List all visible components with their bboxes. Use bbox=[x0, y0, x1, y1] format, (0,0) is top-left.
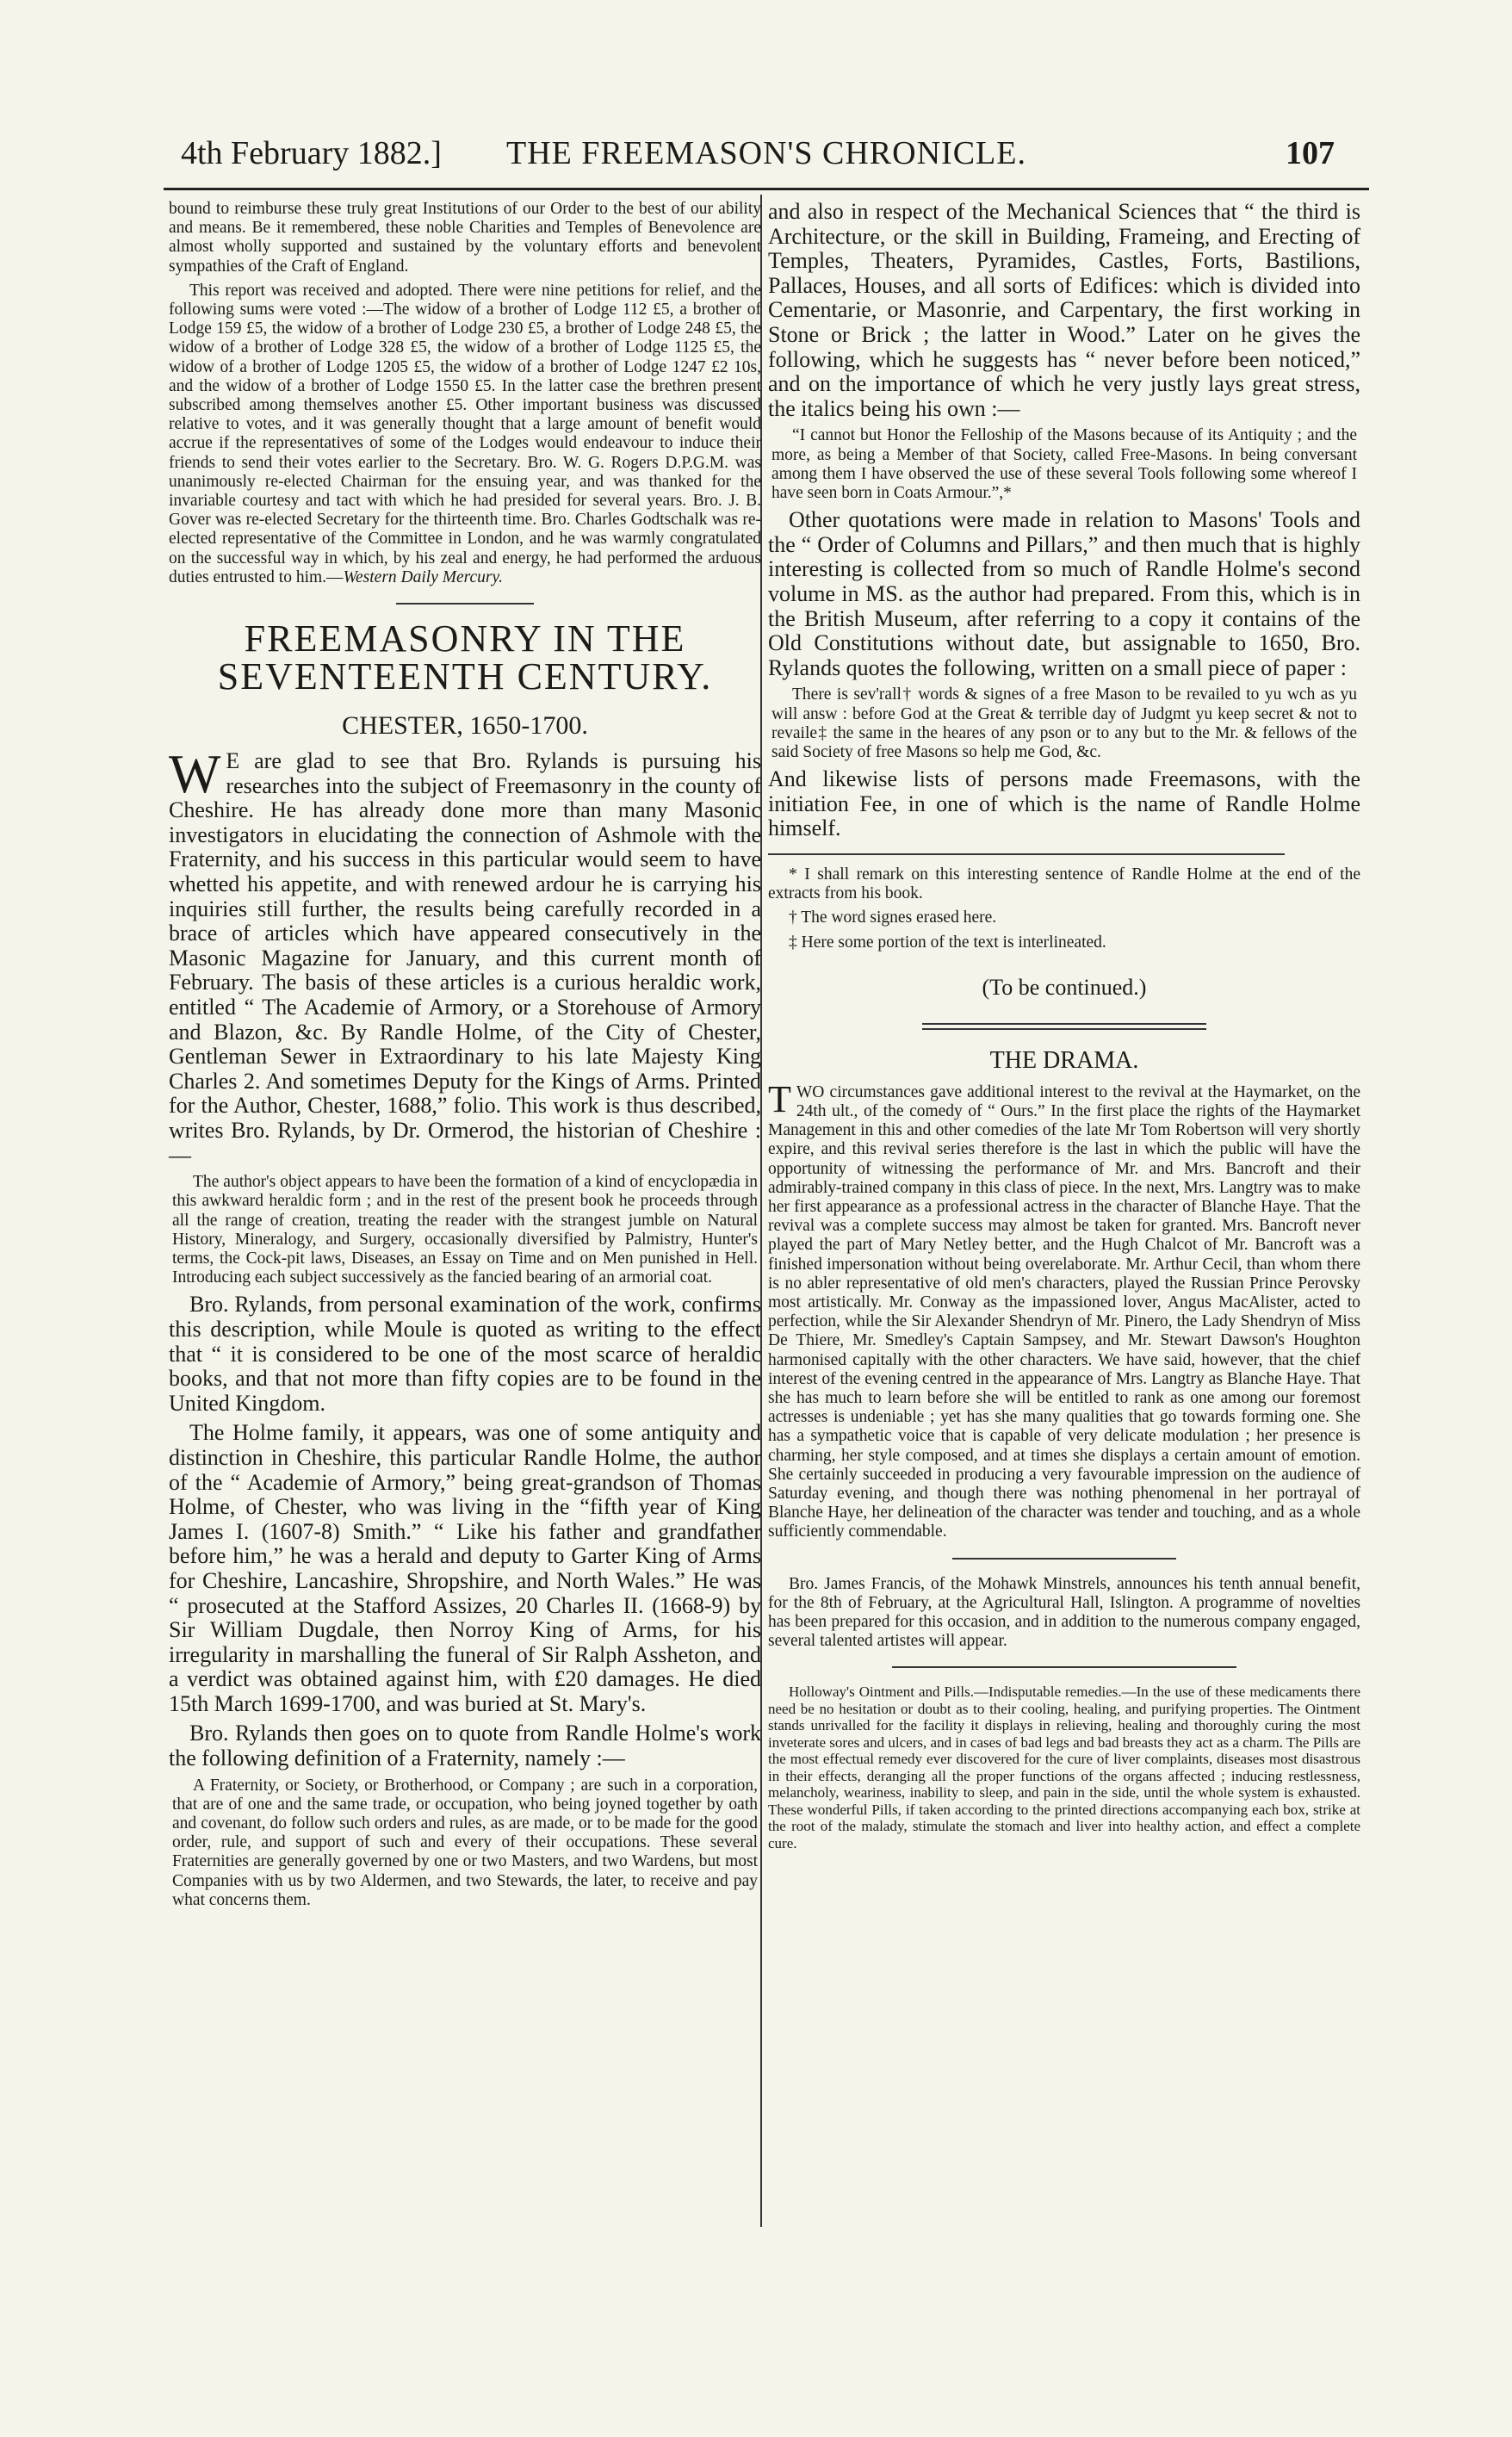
petitions-text: This report was received and adopted. There were nine petitions for relief, and the following sums were voted :—The widow of a brother of Lodge 112 £5, a brother of Lodge 159 £5, the widow of a brother of Lodge 230 £5, a brother of Lodge 248 £5, the widow of a brother of Lodge 328 £5, the widow of a brother of Lodge 1125 £5, the widow of a brother of Lodge 1205 £5, the widow of a brother of Lodge 1247 £2 10s, and the widow of a brother of Lodge 1550 £5. In the latter case the brethren present subscribed among themselves another £5. Other important business was discussed relative to votes, and it was generally thought that a large amount of benefit would accrue if the representatives of some of the Lodges would endeavour to induce their friends to send their votes earlier to the Secretary. Bro. W. G. Rogers D.P.G.M. was unanimously re-elected Chairman for the ensuing year, and was thanked for the invariable courtesy and tact with which he had presided for several years. Bro. J. B. Gover was re-elected Secretary for the thirteenth time. Bro. Charles Godtschalk was re-elected representative of the Committee in London, and he was warmly congratulated on the successful way in which, by his zeal and energy, he had performed the arduous duties entrusted to him.— bbox=[169, 281, 761, 586]
drama-rule bbox=[952, 1558, 1176, 1560]
freemason-lists-paragraph: And likewise lists of persons made Freemasons, with the initiation Fee, in one of which is the name of Randle Holme himself. bbox=[768, 766, 1360, 841]
page-header bbox=[164, 131, 1369, 190]
fraternity-quote: A Fraternity, or Society, or Brotherhood, or Company ; are such in a corporation, that are of one and the same trade, or occupation, who being joyned together by oath and covenant, do follow such orders and rules, as are made, or to be made for the good order, rule, and support of such and every of their occupations. These several Fraternities are generally governed by one or two Masters, and two Wardens, but most Companies with us by two Aldermen, and two Stewards, the later, to receive and pay what concerns them. bbox=[172, 1776, 758, 1909]
article-subheading: CHESTER, 1650-1700. bbox=[342, 711, 588, 741]
section-rule-double-top bbox=[922, 1023, 1206, 1025]
drama-paragraph bbox=[768, 1077, 1360, 1542]
mechanical-sciences-paragraph: and also in respect of the Mechanical Sciences that “ the third is Architecture, or the skill in Building, Frameing, and Erecting of Temples, Theaters, Pyramides, Castles, Forts, Bastilions, Pallaces, Houses, and all sorts of Edifices: which is divided into Cementarie, or Masonrie, and Carpentary, the first working in Stone or Brick ; the latter in Wood.” Later on he gives the following, which he suggests has “ never before been noticed,” and on the importance of which he very justly lays great stress, the italics being his own :— bbox=[768, 199, 1360, 421]
drop-cap-w: W bbox=[169, 743, 221, 805]
footnote-3: ‡ Here some portion of the text is interlineated. bbox=[789, 933, 1106, 952]
felloship-quote: “I cannot but Honor the Felloship of the Masons because of its Antiquity ; and the more, as being a Member of that Society, called Free-Masons. In being conversant among them I have observed the use of these several Tools following some whereof I have seen born in Coats Armour.”,* bbox=[771, 426, 1357, 502]
advert-rule bbox=[892, 1666, 1236, 1668]
right-column bbox=[768, 200, 1360, 1857]
rylands-paragraph: Bro. Rylands, from personal examination of the work, confirms this description, while Moule is quoted as writing to the effect that “ it is considered to be one of the most scarce of heraldic books, and that not more than fifty copies are to be found in the United Kingdom. bbox=[169, 1292, 761, 1416]
holme-family-paragraph: The Holme family, it appears, was one of some antiquity and distinction in Cheshire, this particular Randle Holme, the author of the “ Academie of Armory,” being great-grandson of Thomas Holme, of Chester, who was living in the “fifth year of King James I. (1607-8) Smith.” “ Like his father and grandfather before him,” he was a herald and deputy to Garter King of Arms for Cheshire, Lancashire, Shropshire, and North Wales.” He was “ prosecuted at the Stafford Assizes, 20 Charles II. (1668-9) by Sir William Dugdale, then Norroy King of Arms, for his irregularity in marshalling the funeral of Sir Ralph Assheton, and a verdict was obtained against him, with £20 damages. He died 15th March 1699-1700, and was buried at St. Mary's. bbox=[169, 1420, 761, 1716]
drama-paragraph-text: WO circumstances gave additional interest to the revival at the Haymarket, on the 24th ult., of the comedy of “ Ours.” In the first place the rights of the Haymarket Management in this and other comedies of the late Mr Tom Robertson will very shortly expire, and this revival series therefore is the last in which the public will have the opportunity of witnessing the performance of Mr. and Mrs. Bancroft and their admirably-trained company in this class of piece. In the next, Mrs. Langtry was to make her first appearance as a professional actress in the character of Blanche Haye. That the revival was a complete success may almost be taken for granted. Mrs. Bancroft never played the part of Mary Netley better, and the Hugh Chalcot of Mr. Bancroft was a finished impersonation without being overelaborate. Mr. Arthur Cecil, than whom there is no abler representative of old men's characters, played the Russian Prince Perovsky most artistically. Mr. Conway as the impassioned lover, Angus MacAlister, acted to perfection, while the Sir Alexander Shendryn of Mr. Pinero, the Lady Shendryn of Miss De Thiere, Mr. Smedley's Captain Sampsey, and Mr. Stewart Dawson's Houghton harmonised capitally with the other characters. We have said, however, that the chief interest of the evening centred in the appearance of Mrs. Langtry as Blanche Haye. That she has much to learn before she will be entitled to rank as one among our foremost actresses is undeniable ; yet has she many qualities that go towards forming one. She has a sympathetic voice that is capable of very delicate modulation ; her presence is charming, her style composed, and at times she displays a certain amount of emotion. She certainly succeeded in producing a very favourable impression on the audience of Saturday evening, and though there was nothing phenomenal in her portrayal of Blanche Haye, her delineation of the character was tender and touching, and as a whole sufficiently commendable. bbox=[768, 1082, 1360, 1541]
left-column bbox=[169, 200, 761, 1915]
report-continuation: bound to reimburse these truly great Institutions of our Order to the best of our ability and means. Be it remembered, these noble Charities and Temples of Benevolence are almost wholly supported and sustained by the voluntary efforts and benevolent sympathies of the Craft of England. bbox=[169, 200, 761, 276]
petitions-paragraph bbox=[169, 282, 761, 587]
holloway-advertisement: Holloway's Ointment and Pills.—Indisputable remedies.—In the use of these medicaments there need be no hesitation or doubt as to their cooling, healing, and purifying properties. The Ointment stands unrivalled for the facility it displays in relieving, healing and thoroughly curing the most inveterate sores and ulcers, and in cases of bad legs and bad breasts they act as a charm. The Pills are the most effectual remedy ever discovered for the cure of liver complaints, diseases most disastrous in their effects, deranging all the proper functions of the organs affected ; inducing restlessness, melancholy, weariness, inability to sleep, and pain in the side, until the whole system is exhausted. These wonderful Pills, if taken according to the printed directions accompanying each box, strike at the root of the malady, stimulate the stomach and liver into healthy action, and effect a complete cure. bbox=[768, 1684, 1360, 1851]
article-opening-text: E are glad to see that Bro. Rylands is pursuing his researches into the subject of Freemasonry in the county of Cheshire. He has already done more than many Masonic investigators in elucidating the connection of Ashmole with the Fraternity, and his success in this particular would seem to have whetted his appetite, and with renewed ardour he is carrying his inquiries still further, the results being carefully recorded in a brace of articles which have appeared consecutively in the Masonic Magazine for January, and this current month of February. The basis of these articles is a curious heraldic work, entitled “ The Academie of Armory, or a Storehouse of Armory and Blazon, &c. By Randle Holme, of the City of Chester, Gentleman Sewer in Extraordinary to his late Majesty King Charles 2. And sometimes Deputy for the Kings of Arms. Printed for the Author, Chester, 1688,” folio. This work is thus described, writes Bro. Rylands, by Dr. Ormerod, the historian of Cheshire :— bbox=[169, 748, 761, 1168]
section-rule bbox=[396, 603, 534, 605]
to-be-continued: (To be continued.) bbox=[982, 974, 1147, 1000]
footnote-rule bbox=[768, 853, 1285, 855]
other-quotations-paragraph: Other quotations were made in relation to Masons' Tools and the “ Order of Columns and Pillars,” and then much that is highly interesting is collected from so much of Randle Holme's second volume in MS. as the author had prepared. From this, which is in the British Museum, after referring to a copy it contains of the Old Constitutions without date, but assignable to 1650, Bro. Rylands quotes the following, written on a small piece of paper : bbox=[768, 507, 1360, 680]
ormerod-quote: The author's object appears to have been the formation of a kind of encyclopædia in this awkward heraldic form ; and in the rest of the present book he proceeds through all the range of creation, treating the reader with the strangest jumble on Natural History, Mineralogy, and Surgery, occasionally diversified by Palmistry, Hunter's terms, the Cock-pit laws, Diseases, an Essay on Time and on Men punished in Hell. Introducing each subject successively as the fancied bearing of an armorial coat. bbox=[172, 1173, 758, 1287]
drop-cap-t: T bbox=[768, 1077, 791, 1120]
header-date: 4th February 1882.] bbox=[181, 135, 442, 171]
definition-intro: Bro. Rylands then goes on to quote from Randle Holme's work the following definition of a Fraternity, namely :— bbox=[169, 1721, 761, 1771]
article-heading: FREEMASONRY IN THE SEVENTEENTH CENTURY. bbox=[217, 617, 713, 698]
footnote-1: * I shall remark on this interesting sentence of Randle Holme at the end of the extracts from his book. bbox=[768, 865, 1360, 903]
header-title: THE FREEMASON'S CHRONICLE. bbox=[506, 135, 1026, 171]
article-opening bbox=[169, 743, 761, 1168]
page-number: 107 bbox=[1286, 135, 1335, 171]
francis-benefit-paragraph: Bro. James Francis, of the Mohawk Minstrels, announces his tenth annual benefit, for the 8th of February, at the Agricultural Hall, Islington. A programme of novelties has been prepared for this occasion, and in addition to the numerous company engaged, several talented artistes will appear. bbox=[768, 1574, 1360, 1651]
drama-heading: THE DRAMA. bbox=[989, 1046, 1139, 1074]
footnote-2: † The word signes erased here. bbox=[789, 908, 997, 927]
section-rule-double-bottom bbox=[922, 1028, 1206, 1030]
petitions-source: Western Daily Mercury. bbox=[343, 567, 503, 586]
oath-quote: There is sev'rall† words & signes of a free Mason to be revailed to yu wch as yu will answ : before God at the Great & terrible day of Judgmt yu keep secret & not to revaile‡ the same in the heares of any pson or to any but to the Mr. & fellows of the said Society of free Masons so help me God, &c. bbox=[771, 685, 1357, 761]
